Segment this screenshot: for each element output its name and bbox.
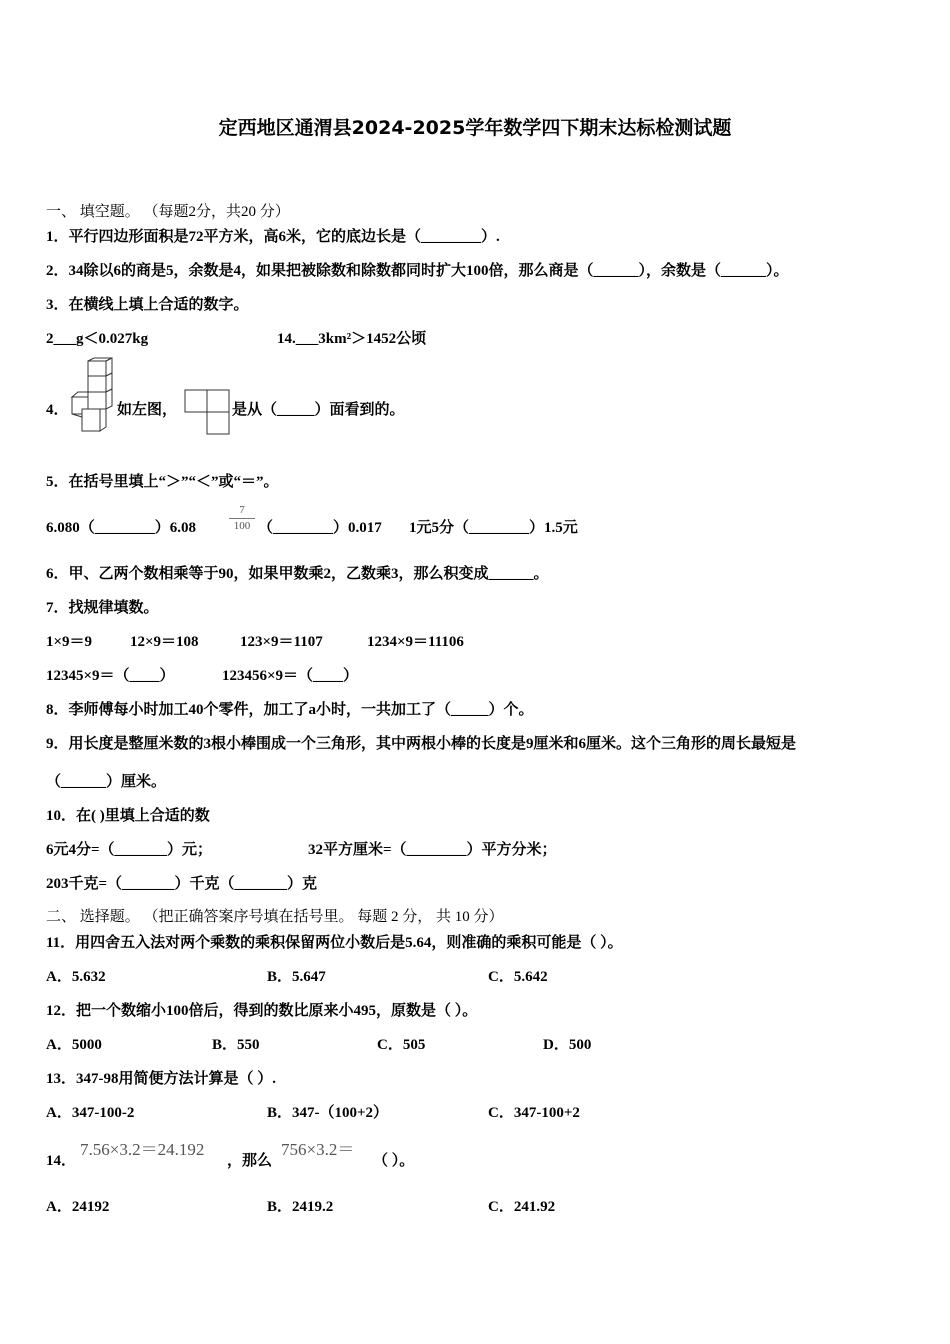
question-7: 7．找规律填数。 bbox=[46, 600, 159, 616]
pattern-equation-5: 12345×9＝（____） bbox=[46, 668, 175, 684]
question-12-option-d: D．500 bbox=[543, 1037, 592, 1053]
question-10-item-a: 6元4分=（_______）元； bbox=[46, 842, 213, 858]
top-view-figure bbox=[183, 389, 231, 437]
question-13-option-c: C．347-100+2 bbox=[488, 1105, 580, 1121]
question-3: 3．在横线上填上合适的数字。 bbox=[46, 297, 249, 313]
question-3-item-b: 14.___3km²＞1452公顷 bbox=[277, 331, 427, 347]
question-11-option-c: C．5.642 bbox=[488, 969, 548, 985]
question-14-blank: （ ）。 bbox=[373, 1153, 415, 1169]
question-5-item-a: 6.080（________）6.08 bbox=[46, 520, 197, 536]
question-10-item-b: 32平方厘米=（________）平方分米； bbox=[308, 842, 557, 858]
question-11-option-a: A．5.632 bbox=[46, 969, 106, 985]
question-14-option-a: A．24192 bbox=[46, 1199, 110, 1215]
question-14-target-equation: 756×3.2＝ bbox=[281, 1140, 355, 1159]
fraction-7-over-100 bbox=[227, 504, 257, 533]
question-4-number: 4． bbox=[46, 402, 69, 418]
fraction-bar bbox=[229, 518, 255, 519]
page-title: 定西地区通渭县2024-2025学年数学四下期末达标检测试题 bbox=[218, 117, 732, 139]
question-12-option-b: B．550 bbox=[212, 1037, 260, 1053]
pattern-equation-2: 12×9＝108 bbox=[130, 634, 199, 650]
question-10-item-c: 203千克=（_______）千克（_______）克 bbox=[46, 876, 318, 892]
question-11: 11．用四舍五入法对两个乘数的乘积保留两位小数后是5.64，则准确的乘积可能是（ ）。 bbox=[46, 935, 623, 951]
question-9-line-2: （______）厘米。 bbox=[46, 774, 167, 790]
question-13-option-a: A．347-100-2 bbox=[46, 1105, 135, 1121]
fraction-numerator: 7 bbox=[239, 504, 245, 516]
section-1-heading: 一、 填空题。 （每题2分，共20 分） bbox=[46, 204, 290, 220]
question-14-option-c: C．241.92 bbox=[488, 1199, 556, 1215]
question-2: 2．34除以6的商是5，余数是4，如果把被除数和除数都同时扩大100倍，那么商是（______），余数是（______）。 bbox=[46, 263, 789, 279]
question-1: 1．平行四边形面积是72平方米，高6米，它的底边长是（________）. bbox=[46, 229, 500, 245]
question-4-middle-text: 如左图， bbox=[117, 402, 178, 418]
question-14-connector: ，那么 bbox=[227, 1153, 273, 1169]
question-12-option-c: C．505 bbox=[377, 1037, 426, 1053]
question-9-line-1: 9．用长度是整厘米数的3根小棒围成一个三角形，其中两根小棒的长度是9厘米和6厘米。这个三角形的周长最短是 bbox=[46, 736, 797, 752]
question-10: 10．在( )里填上合适的数 bbox=[46, 808, 210, 824]
question-12: 12．把一个数缩小100倍后，得到的数比原来小495，原数是（ ）。 bbox=[46, 1003, 478, 1019]
question-5-item-b: （________）0.017 bbox=[258, 520, 382, 536]
question-14-number: 14． bbox=[46, 1153, 77, 1169]
question-11-option-b: B．5.647 bbox=[267, 969, 326, 985]
fraction-denominator: 100 bbox=[233, 520, 251, 532]
section-2-heading: 二、 选择题。 （把正确答案序号填在括号里。 每题 2 分， 共 10 分） bbox=[46, 909, 504, 925]
question-5: 5．在括号里填上“＞”“＜”或“＝”。 bbox=[46, 474, 279, 490]
question-8: 8．李师傅每小时加工40个零件，加工了a小时，一共加工了（_____）个。 bbox=[46, 702, 534, 718]
question-14-given-equation: 7.56×3.2＝24.192 bbox=[80, 1140, 205, 1159]
question-6: 6．甲、乙两个数相乘等于90，如果甲数乘2，乙数乘3，那么积变成______。 bbox=[46, 566, 549, 582]
pattern-equation-4: 1234×9＝11106 bbox=[367, 634, 464, 650]
question-13: 13．347-98用简便方法计算是（ ）. bbox=[46, 1071, 276, 1087]
question-3-item-a: 2___g＜0.027kg bbox=[46, 331, 149, 347]
pattern-equation-1: 1×9＝9 bbox=[46, 634, 93, 650]
question-14-option-b: B．2419.2 bbox=[267, 1199, 334, 1215]
question-13-option-b: B．347-（100+2） bbox=[267, 1105, 389, 1121]
question-4-end-text: 是从（_____）面看到的。 bbox=[232, 402, 405, 418]
cube-stack-figure bbox=[68, 357, 118, 437]
pattern-equation-6: 123456×9＝（____） bbox=[222, 668, 359, 684]
question-12-option-a: A．5000 bbox=[46, 1037, 102, 1053]
pattern-equation-3: 123×9＝1107 bbox=[240, 634, 323, 650]
question-5-item-c: 1元5分（________）1.5元 bbox=[409, 520, 578, 536]
